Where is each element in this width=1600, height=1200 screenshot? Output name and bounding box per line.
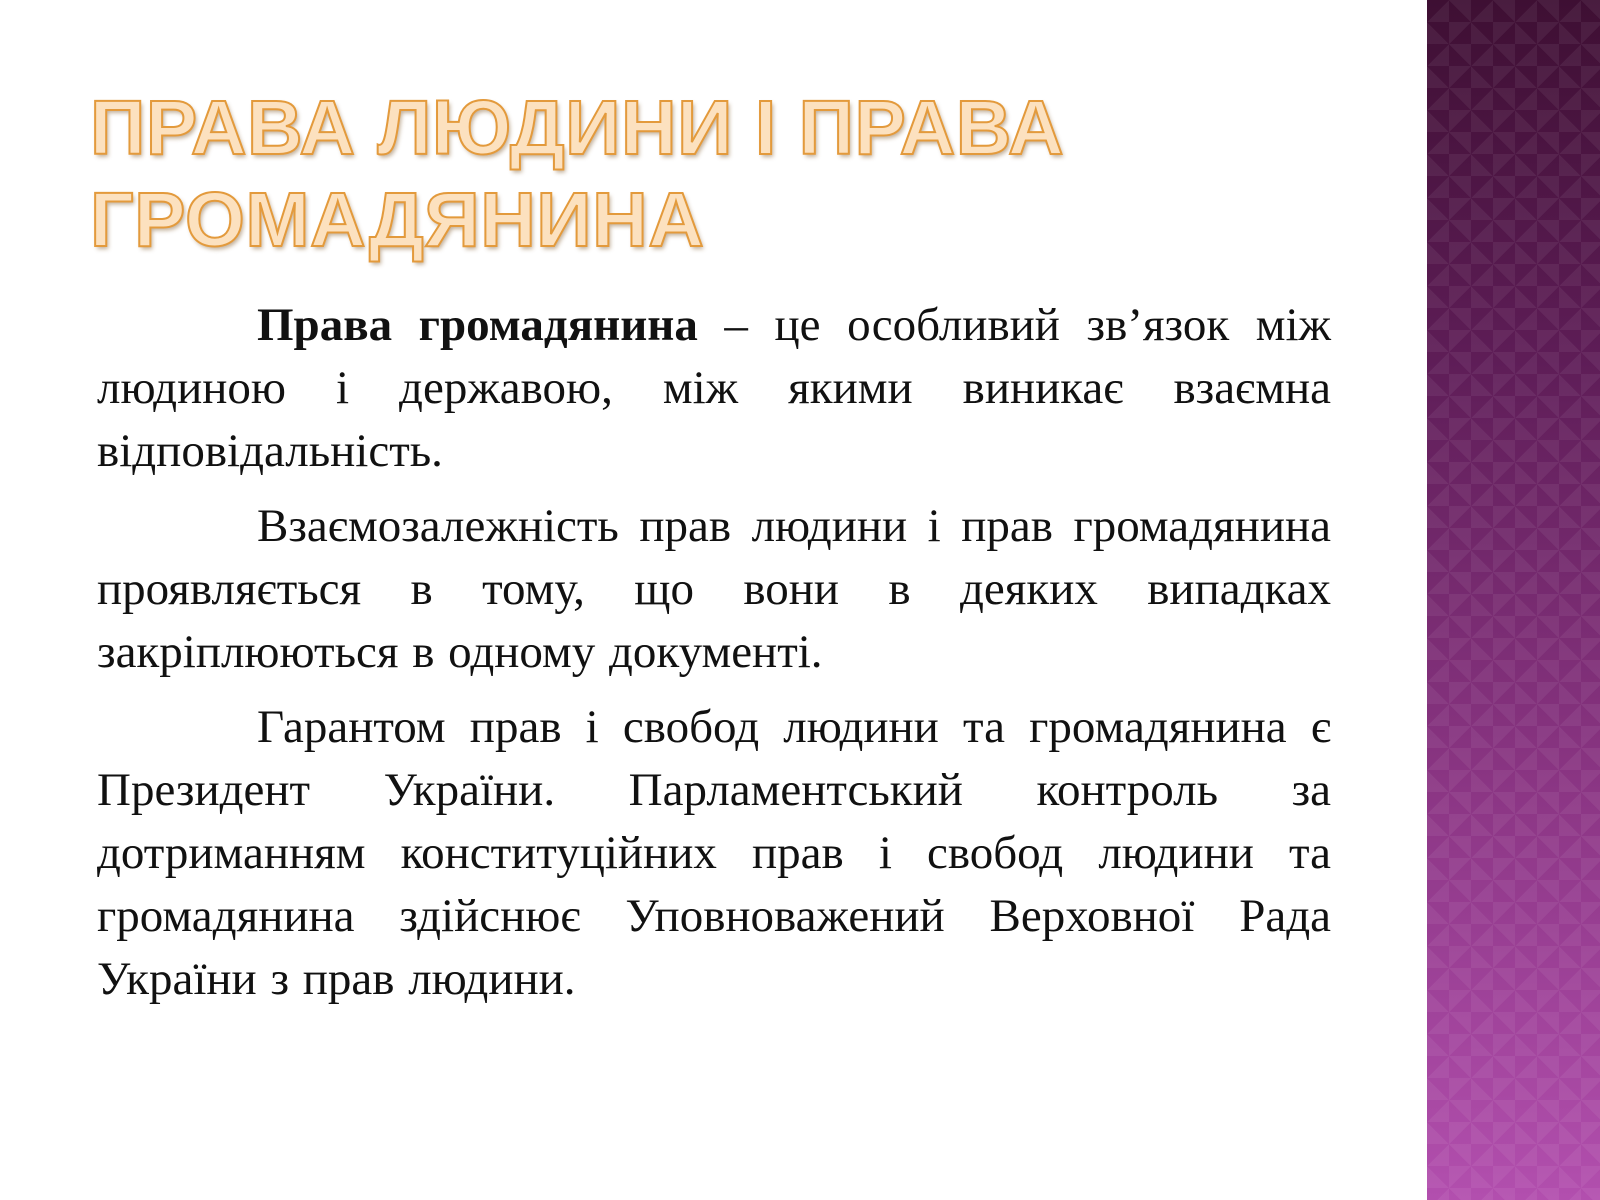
slide-body	[97, 294, 1331, 1023]
paragraph-citizen-rights-definition	[97, 294, 1331, 483]
paragraph-guarantor: Гарантом прав і свобод людини та громадянина є Президент України. Парламентський контроль за дотриманням конституційних прав і свобод людини та громадянина здійснює Уповноважений Верховної Рада України з прав людини.	[97, 701, 1331, 1005]
slide-title-line-2: ГРОМАДЯНИНА	[90, 177, 705, 263]
defined-term: Права громадянина	[257, 299, 698, 351]
definition-text: – це особливий зв’язок між людиною і державою, між якими виникає взаємна відповідальність.	[97, 299, 1331, 477]
decorative-side-band	[1427, 0, 1600, 1200]
paragraph-interdependence: Взаємозалежність прав людини і прав громадянина проявляється в тому, що вони в деяких випадках закріплюються в одному документі.	[97, 500, 1331, 678]
slide-title	[90, 82, 1330, 266]
slide-title-line-1: ПРАВА ЛЮДИНИ І ПРАВА	[90, 85, 1065, 171]
